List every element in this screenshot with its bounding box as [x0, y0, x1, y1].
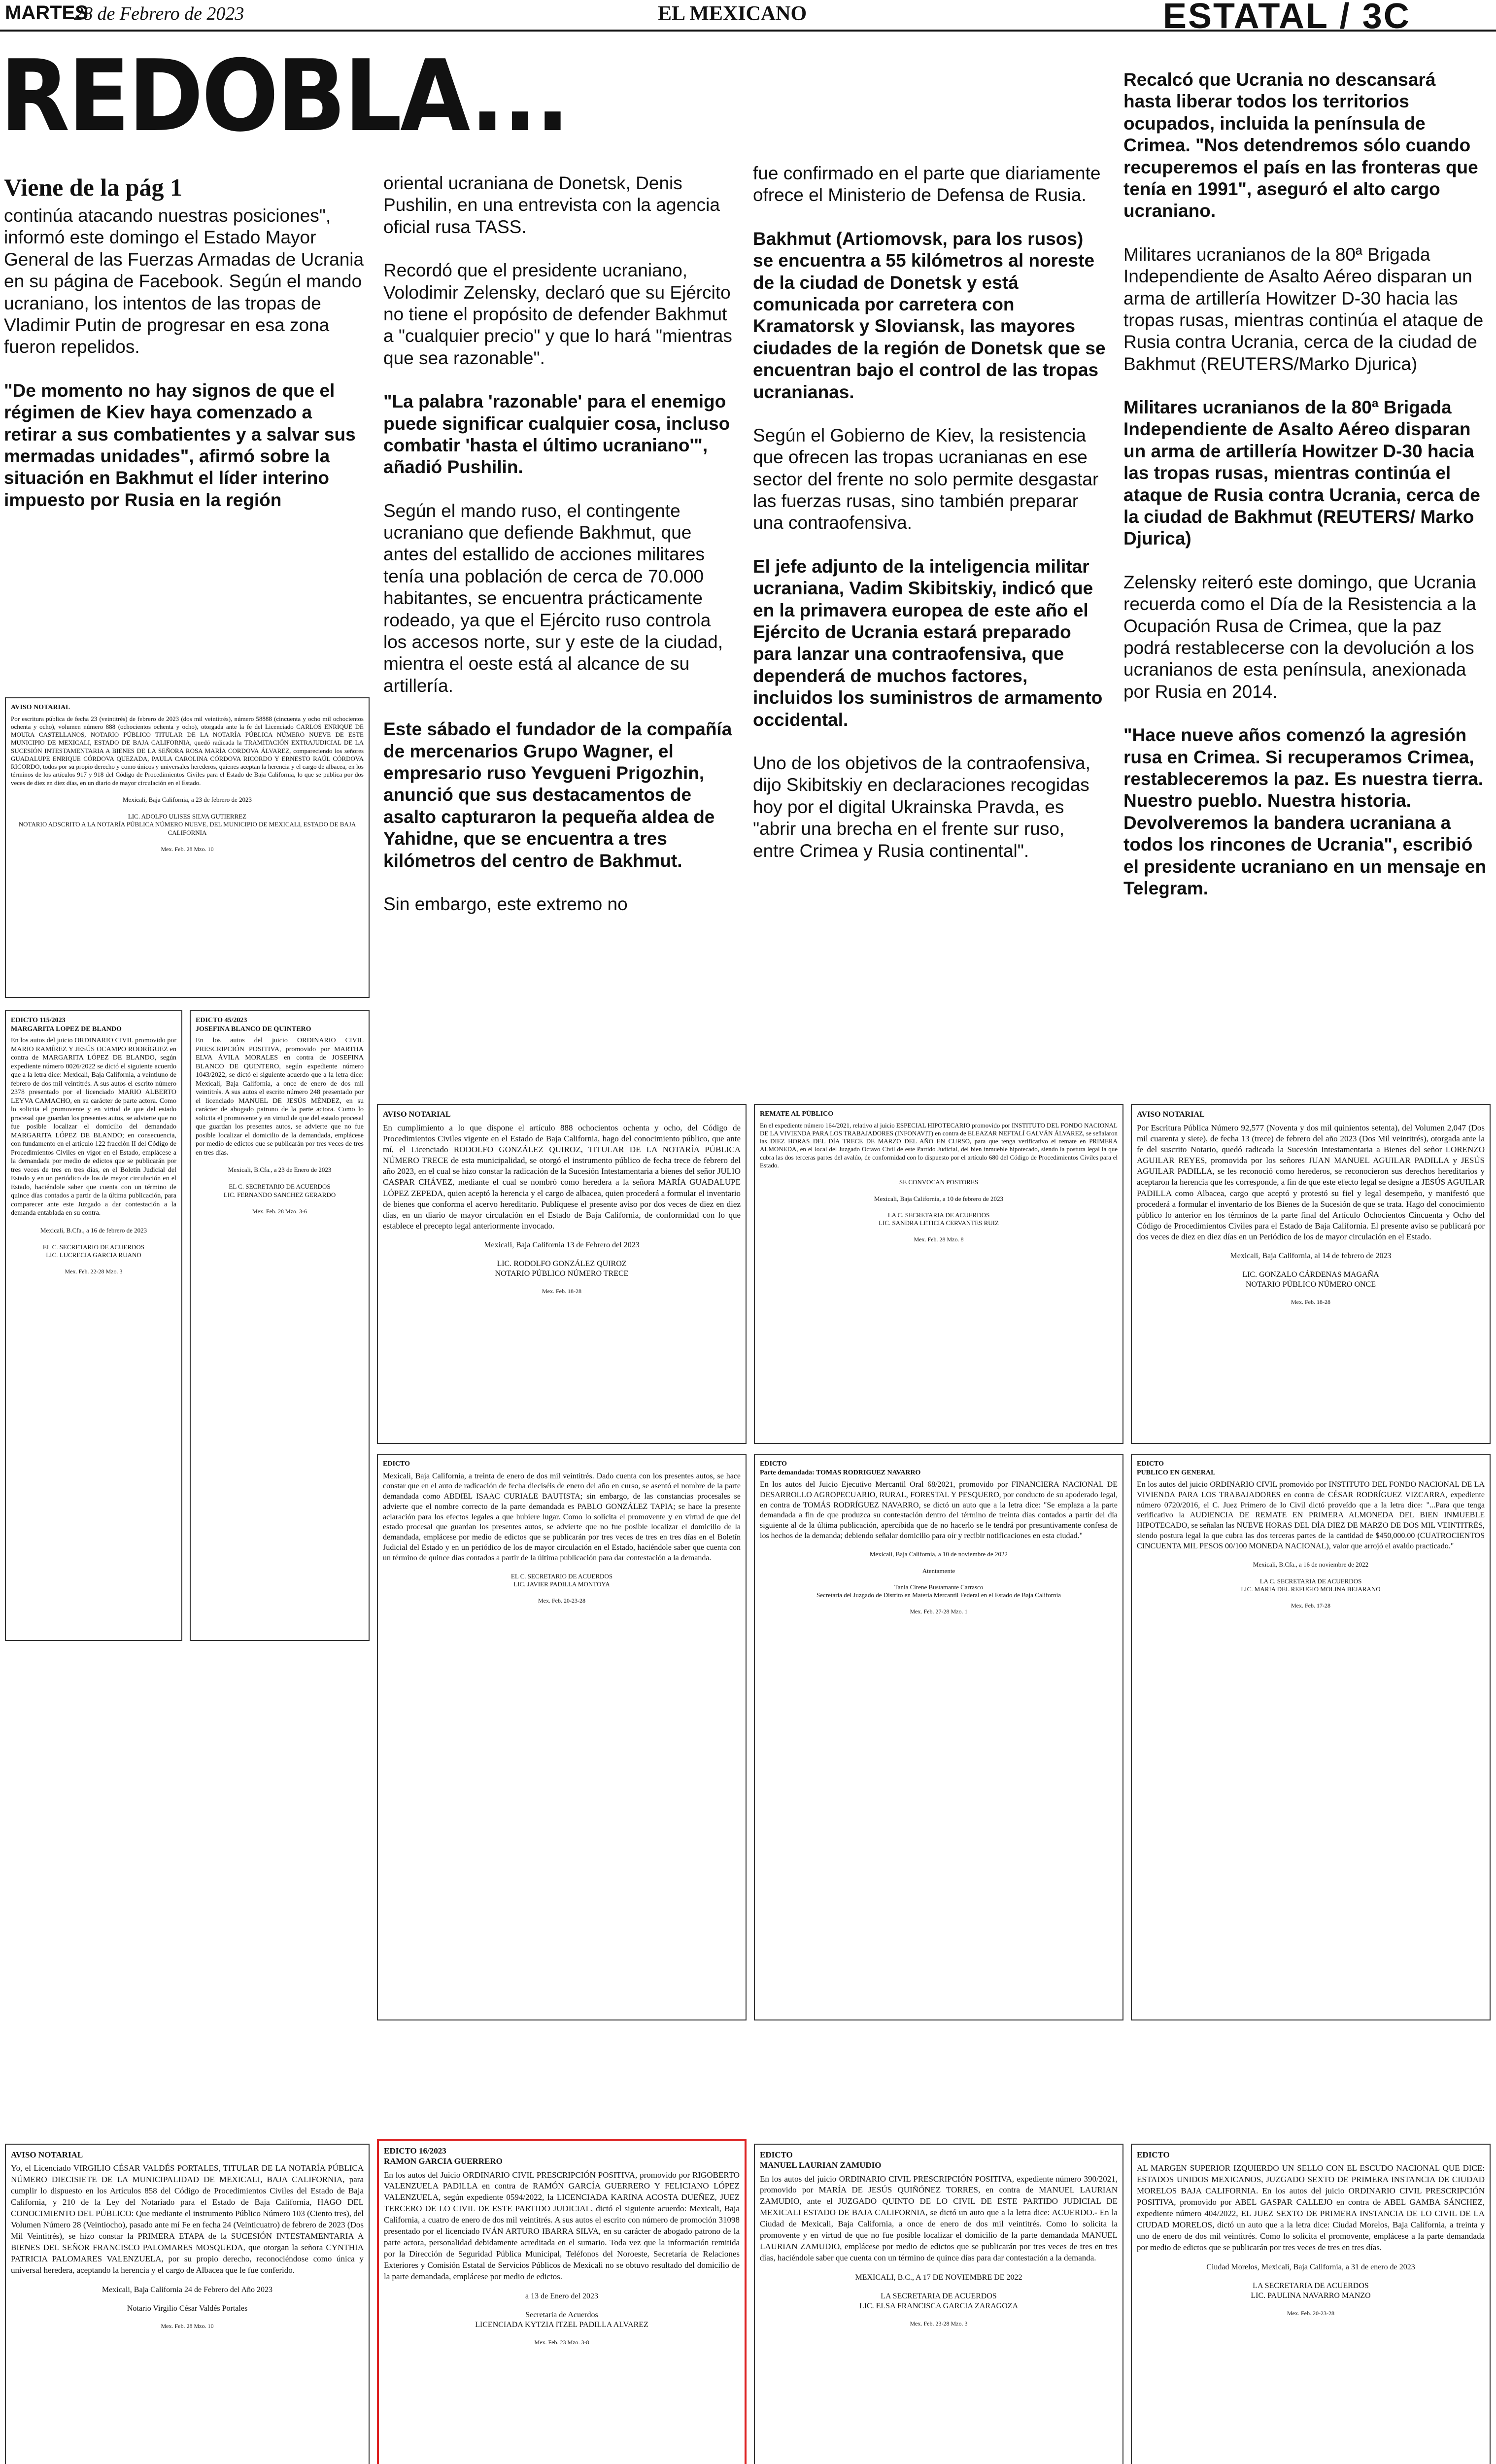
notice-ref: Mex. Feb. 23-28 Mzo. 3: [910, 2320, 968, 2327]
notice-body: Yo, el Licenciado VIRGILIO CÉSAR VALDÉS PORTALES, TITULAR DE LA NOTARÍA PÚBLICA NÚMERO DIECISIETE DE LA MUNICIPALIDAD DE MEXICALI, BAJA CALIFORNIA, para cumplir lo dispuesto en los Artículos 858 del Código de Procedimientos Civiles del Estado de Baja California, y 210 de la Ley del Notariado para el Estado de Baja California, HAGO DEL CONOCIMIENTO DEL PÚBLICO: Que mediante el instrumento Público Número 103 (Ciento tres), del Volumen Número 28 (Veintiocho), pasado ante mí Fe en fecha 24 (Veinticuatro) de febrero de 2023 (Dos Mil Veintitrés), se hizo constar la PRIMERA ETAPA de la SUCESIÓN INTESTAMENTARIA A BIENES DEL SEÑOR FRANCISCO PALOMARES MOSQUEDA, que otorgan la señora CYNTHIA PATRICIA PALOMARES VALENZUELA, por su propio derecho, reconociéndose como única y universal heredera, aceptando la herencia y el cargo de Albacea que le fue conferido.: [11, 2163, 364, 2275]
notice-ref: Mex. Feb. 28 Mzo. 8: [914, 1236, 964, 1243]
notice-body: En los autos del juicio ORDINARIO CIVIL promovido por INSTITUTO DEL FONDO NACIONAL DE LA VIVIENDA PARA LOS TRABAJADORES en contra de CÉSAR RODRÍGUEZ VIZCARRA, expediente número 0720/2016, el C. Juez Primero de lo Civil dictó proveído que a la letra dice: "...Para que tenga verificativo la AUDIENCIA DE REMATE EN PRIMERA ALMONEDA DEL BIEN INMUEBLE HIPOTECADO, se señalan las NUEVE HORAS DEL DÍA DIEZ DE MARZO DE DOS MIL VEINTITRÉS, siendo postura legal la que cubra las dos terceras partes de la cantidad de $450,000.00 (CUATROCIENTOS CINCUENTA MIL PESOS 00/100 MONEDA NACIONAL), valor que arrojó el avalúo practicado.": [1137, 1480, 1485, 1550]
paragraph: fue confirmado en el parte que diariamente ofrece el Ministerio de Defensa de Rusia.: [753, 163, 1101, 205]
photo-caption: Militares ucranianos de la 80ª Brigada Independiente de Asalto Aéreo disparan un arma de artillería Howitzer D-30 hacia las tropas rusas, mientras continúa el ataque de Rusia contra Ucrania, cerca de la ciudad de Bakhmut (REUTERS/ Marko Djurica): [1123, 397, 1480, 549]
legal-notice: [1131, 1454, 1491, 2020]
notice-signer: LIC. GONZALO CÁRDENAS MAGAÑA NOTARIO PÚBLICO NÚMERO ONCE: [1242, 1270, 1379, 1289]
notice-signer: LIC. RODOLFO GONZÁLEZ QUIROZ NOTARIO PÚBLICO NÚMERO TRECE: [495, 1259, 629, 1278]
notice-body: Mexicali, Baja California, a treinta de enero de dos mil veintitrés. Dado cuenta con los presentes autos, se hace constar que en el auto de radicación de fecha dieciséis de enero del año en curso, se asentó el nombre de la parte demandada como ABDIEL ISAAC CURIALE BAUTISTA; sin embargo, de las constancias procesales se advierte que el nombre correcto de la parte demandada es PABLO GONZÁLEZ TAPIA; se hace la presente aclaración para los efectos legales a que hubiere lugar. Como lo solicita el promovente y en virtud de que del estado procesal que guardan los presentes autos, se advierte que no fue posible localizar el domicilio de la demandada, emplácese por medio de edictos que se publicarán por tres veces de tres en tres días en el Boletín Judicial del Estado y en un periódico de los de mayor circulación en el Estado, haciéndole saber que cuenta con un término de quince días contados a partir de la última publicación para dar contestación a la demanda.: [383, 1472, 741, 1562]
notice-title: REMATE AL PÚBLICO: [760, 1110, 834, 1118]
legal-notice: [190, 1010, 370, 1641]
paragraph: oriental ucraniana de Donetsk, Denis Pushilin, en una entrevista con la agencia oficial rusa TASS.: [383, 173, 720, 237]
notice-title: EDICTO: [383, 1460, 410, 1468]
notice-title: AVISO NOTARIAL: [383, 1110, 451, 1119]
notice-body: En los autos del juicio ORDINARIO CIVIL PRESCRIPCIÓN POSITIVA, promovido por MARTHA ELVA ÁVILA MORALES en contra de JOSEFINA BLANCO DE QUINTERO, según expediente número 1043/2022, se dictó el siguiente acuerdo que a la letra dice: Mexicali, Baja California, a once de enero de dos mil veintitrés. A sus autos el escrito número 248 presentado por el licenciado MANUEL DE JESÚS MÉNDEZ, en su carácter de abogado patrono de la parte actora. Como lo solicita el promovente y en virtud de que del estado procesal que guardan los presentes autos, se advierte que no fue posible localizar el domicilio de la demandada, emplácese por medio de edictos que se publicarán por tres veces de tres en tres días.: [196, 1037, 364, 1157]
notice-ref: Mex. Feb. 22-28 Mzo. 3: [65, 1268, 123, 1275]
notice-body: En los autos del Juicio Ejecutivo Mercantil Oral 68/2021, promovido por FINANCIERA NACIONAL DE DESARROLLO AGROPECUARIO, RURAL, FORESTAL Y PESQUERO, por conducto de su apoderado legal, en contra de TOMÁS RODRÍGUEZ NAVARRO, se dictó un auto que a la letra dice: "Se emplaza a la parte demandada a fin de que produzca su contestación dentro del término de treinta días contados a partir del día siguiente al de la última publicación, apercibida que de no hacerlo se le tendrá por presuntivamente confesa de los hechos de la demanda; debiendo señalar domicilio para oír y recibir notificaciones en esta ciudad.": [760, 1480, 1118, 1540]
notice-title: AVISO NOTARIAL: [11, 2150, 83, 2159]
notice-signer: EL C. SECRETARIO DE ACUERDOS LIC. LUCRECIA GARCIA RUANO: [42, 1243, 145, 1259]
section-title: ESTATAL / 3C: [1163, 0, 1411, 36]
paragraph: "La palabra 'razonable' para el enemigo puede significar cualquier cosa, incluso combatir 'hasta el último ucraniano'", añadió Pushilin.: [383, 391, 730, 478]
notice-body: AL MARGEN SUPERIOR IZQUIERDO UN SELLO CON EL ESCUDO NACIONAL QUE DICE: ESTADOS UNIDOS MEXICANOS, JUZGADO SEXTO DE PRIMERA INSTANCIA DE CIUDAD MORELOS BAJA CALIFORNIA. En los autos del juicio ORDINARIO CIVIL PRESCRIPCIÓN POSITIVA, promovido por ABEL GASPAR CALLEJO en contra de ABEL GAMBA SÁNCHEZ, expediente número 404/2022, EL JUEZ SEXTO DE PRIMERA INSTANCIA DE LO CIVIL DE LA CIUDAD MORELOS, dictó un auto que a la letra dice: Ciudad Morelos, Baja California, a treinta y uno de enero de dos mil veintitrés. Como lo solicita el promovente, emplácese a la parte demandada por medio de edictos que se publicarán por tres veces de tres en tres días.: [1137, 2163, 1485, 2252]
notice-place: Mexicali, Baja California 24 de Febrero del Año 2023: [102, 2285, 273, 2294]
legal-notice: [1131, 2144, 1491, 2464]
notice-place: Mexicali, B.Cfa., a 16 de noviembre de 2022: [1253, 1560, 1369, 1568]
notice-title: EDICTO 16/2023 RAMON GARCIA GUERRERO: [384, 2146, 503, 2166]
article-kicker: Viene de la pág 1: [4, 173, 183, 201]
paragraph: Este sábado el fundador de la compañía de mercenarios Grupo Wagner, el empresario ruso Yevgueni Prigozhin, anunció que sus destacamentos de asalto capturaron la pequeña aldea de Yahidne, que se encuentra a tres kilómetros del centro de Bakhmut.: [383, 719, 732, 871]
header-day: MARTES: [5, 2, 88, 24]
article-col-3: [753, 20, 1108, 884]
notice-title: AVISO NOTARIAL: [1137, 1110, 1205, 1119]
paragraph: Según el Gobierno de Kiev, la resistencia que ofrecen las tropas ucranianas en ese sector del frente no solo permite desgastar las fuerzas rusas, sino también preparar una contraofensiva.: [753, 425, 1099, 533]
paragraph: Sin embargo, este extremo no: [383, 893, 628, 914]
legal-notice: [754, 2144, 1123, 2464]
notice-title: EDICTO 115/2023 MARGARITA LOPEZ DE BLANDO: [11, 1017, 122, 1033]
paragraph: Bakhmut (Artiomovsk, para los rusos) se encuentra a 55 kilómetros al noreste de la ciudad de Donetsk y está comunicada por carretera con Kramatorsk y Sloviansk, las mayores ciudades de la región de Donetsk que se encuentran bajo el control de las tropas ucranianas.: [753, 228, 1106, 402]
legal-notice: [754, 1104, 1123, 1444]
notice-place: a 13 de Enero del 2023: [525, 2292, 598, 2300]
notice-body: En los autos del juicio ORDINARIO CIVIL PRESCRIPCIÓN POSITIVA, expediente número 390/2021, promovido por MARÍA DE JESÚS QUIÑÓNEZ TORRES, en contra de MANUEL LAURIAN ZAMUDIO, ante el JUZGADO QUINTO DE LO CIVIL DE ESTE PARTIDO JUDICIAL DE MEXICALI ESTADO DE BAJA CALIFORNIA, se dictó un auto que a la letra dice: ACUERDO.- En la Ciudad de Mexicali, Baja California, a once de enero de dos mil veintitrés. Como lo solicita la promovente y en virtud de que no fue posible localizar el domicilio de la parte demandada MANUEL LAURIAN ZAMUDIO, emplácese por medio de edictos que se publicarán por tres veces de tres en tres días, haciéndole saber que cuenta con un término de quince días para dar contestación a la demanda.: [760, 2174, 1118, 2263]
notice-body: En los autos del Juicio ORDINARIO CIVIL PRESCRIPCIÓN POSITIVA, promovido por RIGOBERTO VALENZUELA PADILLA en contra de RAMÓN GARCÍA GUERRERO Y FELICIANO LÓPEZ VALENZUELA, según expediente 0594/2022, la LICENCIADA KARINA ACOSTA DUEÑEZ, JUEZ TERCERO DE LO CIVIL DE ESTE PARTIDO JUDICIAL, dictó el siguiente acuerdo: Mexicali, Baja California, a cuatro de enero de dos mil veintitrés. A sus autos el escrito con número de promoción 31098 presentado por el licenciado IVÁN ARTURO IBARRA SILVA, en su carácter de abogado patrono de la parte actora, personalidad debidamente acreditada en el sumario. Toda vez que la información remitida por la Dirección de Seguridad Pública Municipal, Teléfonos del Noroeste, Secretaría de Relaciones Exteriores y Comisión Estatal de Servicios Públicos de Mexicali no se obtuvo resultado del domicilio de la parte demandada, emplácese por medio de edictos.: [384, 2170, 740, 2281]
notice-title: EDICTO 45/2023 JOSEFINA BLANCO DE QUINTERO: [196, 1017, 311, 1033]
notice-signer: LIC. ADOLFO ULISES SILVA GUTIERREZ NOTARIO ADSCRITO A LA NOTARÍA PÚBLICA NÚMERO NUEVE, DEL MUNICIPIO DE MEXICALI, ESTADO DE BAJA CALIFORNIA: [18, 813, 356, 836]
notice-signer: LA SECRETARIA DE ACUERDOS LIC. PAULINA NAVARRO MANZO: [1251, 2281, 1371, 2300]
paragraph: Según el mando ruso, el contingente ucraniano que defiende Bakhmut, que antes del estallido de acciones militares tenía una población de cerca de 70.000 habitantes, se encuentra prácticamente rodeado, ya que el Ejército ruso controla los accesos norte, sur y este de la ciudad, mientra el oeste está al alcance de su artillería.: [383, 500, 723, 696]
legal-notice: [5, 1010, 182, 1641]
notice-body: Por Escritura Pública Número 92,577 (Noventa y dos mil quinientos setenta), del Volumen 2,047 (Dos mil cuarenta y siete), de fecha 13 (trece) de febrero del año 2023 (Dos Mil veintitrés), otorgada ante la fe del suscrito Notario, quedó radicada la Sucesión Intestamentaria a Bienes del señor LORENZO AGUILAR REYES, promovida por los señores JUAN MANUEL AGUILAR PADILLA y JESÚS AGUILAR PADILLA, se les reconoció como herederos, se reconocieron sus derechos hereditarios y aceptaron la herencia que les corresponde, a fin de que este efecto legal se designe a JESÚS AGUILAR PADILLA como Albacea, cargo que aceptó y protestó su fiel y legal desempeño, y manifestó que procederá a formular el inventario de los Bienes de la Sucesión de que se trata. Hago del conocimiento público lo anterior en los términos de la parte final del Artículo Ochocientos Cincuenta y Ocho del Código de Procedimientos Civiles para el Estado de Baja California. El presente aviso se publicará por dos veces de diez en diez días en un Periódico de los de mayor circulación en el Estado.: [1137, 1123, 1485, 1241]
legal-notice: [5, 697, 370, 998]
article-col-4: [1123, 69, 1488, 921]
legal-notice: [5, 2144, 370, 2464]
notice-signer: Notario Virgilio César Valdés Portales: [127, 2304, 248, 2313]
notice-body: En cumplimiento a lo que dispone el artículo 888 ochocientos ochenta y ocho, del Código de Procedimientos Civiles vigente en el Estado de Baja California, hago del conocimiento público, que ante mí, el Licenciado RODOLFO GONZÁLEZ QUIROZ, TITULAR DE LA NOTARÍA PÚBLICA NÚMERO TRECE de esta municipalidad, se otorgó el instrumento público de fecha trece de febrero del año 2023, en el cual se hizo constar la radicación de la Sucesión Intestamentaria a bienes del señor JULIO CASPAR CHÁVEZ, mediante el cual se nombró como heredera a la señora MARÍA GUADALUPE LÓPEZ ZEPEDA, quien aceptó la herencia y el cargo de albacea, quien procederá a formular el inventario de bienes que conforma el acervo hereditario. Publíquese el presente aviso por dos veces de diez en diez días, en un diario de mayor circulación en el Estado de Baja California, de conformidad con lo que establece el precepto legal anteriormente invocado.: [383, 1123, 741, 1231]
notice-ref: Mex. Feb. 27-28 Mzo. 1: [910, 1608, 968, 1615]
paragraph: Recalcó que Ucrania no descansará hasta liberar todos los territorios ocupados, incluida la península de Crimea. "Nos detendremos sólo cuando recuperemos el país en las fronteras que tenía en 1991", aseguró el alto cargo ucraniano.: [1123, 69, 1478, 221]
headline: REDOBLA...: [0, 39, 568, 154]
notice-ref: Mex. Feb. 18-28: [1291, 1299, 1330, 1306]
article-col-2: [383, 172, 738, 937]
paragraph: El jefe adjunto de la inteligencia militar ucraniana, Vadim Skibitskiy, indicó que en la primavera europea de este año el Ejército de Ucrania estará preparado para lanzar una contraofensiva, que dependerá de muchos factores, incluidos los suministros de armamento occidental.: [753, 556, 1103, 730]
paragraph: Recordó que el presidente ucraniano, Volodimir Zelensky, declaró que su Ejército no tiene el propósito de defender Bakhmut a "cualquier precio" y que lo hará "mientras que sea razonable".: [383, 260, 732, 368]
notice-ref: Mex. Feb. 28 Mzo. 10: [161, 2322, 214, 2329]
notice-place: Mexicali, B.Cfa., a 16 de febrero de 2023: [40, 1226, 147, 1234]
paragraph: Zelensky reiteró este domingo, que Ucrania recuerda como el Día de la Resistencia a la Ocupación Rusa de Crimea, que la paz podrá restablecerse con la devolución a los ucranianos de esta península, anexionada por Rusia en 2014.: [1123, 572, 1476, 702]
notice-ref: Mex. Feb. 17-28: [1291, 1602, 1330, 1609]
notice-ref: Mex. Feb. 20-23-28: [538, 1597, 585, 1605]
notice-body: En el expediente número 164/2021, relativo al juicio ESPECIAL HIPOTECARIO promovido por INSTITUTO DEL FONDO NACIONAL DE LA VIVIENDA PARA LOS TRABAJADORES (INFONAVIT) en contra de ELEAZAR NEFTALÍ GALVÁN ÁLVAREZ, se señalaron las DIEZ HORAS DEL DÍA TRECE DE MARZO DEL AÑO EN CURSO, para que tenga verificativo el remate en PRIMERA ALMONEDA, en el local del Juzgado Octavo Civil de este Partido Judicial, del bien inmueble hipotecado, siendo la postura legal la que cubra las dos terceras partes del avalúo, de conformidad con lo dispuesto por el artículo 680 del Código de Procedimientos Civiles para el Estado.: [760, 1121, 1118, 1169]
notice-signer: EL C. SECRETARIO DE ACUERDOS LIC. JAVIER PADILLA MONTOYA: [510, 1572, 613, 1588]
article-col-1: [4, 172, 369, 533]
notice-title: EDICTO Parte demandada: TOMAS RODRIGUEZ NAVARRO: [760, 1460, 921, 1476]
notice-signer: Secretaria de Acuerdos LICENCIADA KYTZIA ITZEL PADILLA ALVAREZ: [475, 2310, 648, 2329]
notice-title: EDICTO: [1137, 2150, 1170, 2159]
notice-place: SE CONVOCAN POSTORES: [899, 1178, 979, 1186]
page-header: [0, 0, 1496, 36]
notice-body: En los autos del juicio ORDINARIO CIVIL promovido por MARIO RAMÍREZ Y JESÚS OCAMPO RODRÍGUEZ en contra de MARGARITA LÓPEZ DE BLANDO, según expediente número 0026/2022 se dictó el siguiente acuerdo que a la letra dice: Mexicali, Baja California, a veintiuno de febrero de dos mil veintitrés. A sus autos el escrito número 2378 presentado por el licenciado MARIO ALBERTO LEYVA CAMACHO, en su carácter de parte actora. Como lo solicita el promovente y en virtud de que del estado procesal que guardan los presentes autos, se advierte que no fue posible localizar el domicilio del demandado MARGARITA LÓPEZ DE BLANDO; en consecuencia, con fundamento en el artículo 122 fracción II del Código de Procedimientos Civiles en vigor en el Estado, emplácese a la demandada por medio de edictos que se publicarán por tres veces de tres en tres días, en el Boletín Judicial del Estado y en un periódico de los de mayor circulación en el Estado, haciéndole saber que cuenta con un término de quince días contados a partir de la última publicación, para comparecer ante este Juzgado a dar contestación a la demanda entablada en su contra.: [11, 1037, 176, 1217]
notice-signer: LA C. SECRETARIA DE ACUERDOS LIC. MARIA DEL REFUGIO MOLINA BEJARANO: [1241, 1577, 1381, 1593]
notice-signer: EL C. SECRETARIO DE ACUERDOS LIC. FERNANDO SANCHEZ GERARDO: [223, 1183, 336, 1198]
notice-place: Mexicali, B.Cfa., a 23 de Enero de 2023: [228, 1166, 332, 1173]
paragraph: continúa atacando nuestras posiciones", informó este domingo el Estado Mayor General de las Fuerzas Armadas de Ucrania en su página de Facebook. Según el mando ucraniano, los intentos de las tropas de Vladimir Putin de progresar en esa zona fueron repelidos.: [4, 205, 364, 357]
paragraph: Uno de los objetivos de la contraofensiva, dijo Skibitskiy en declaraciones recogidas hoy por el digital Ukrainska Pravda, es "abrir una brecha en el frente sur ruso, entre Crimea y Rusia continental".: [753, 753, 1090, 861]
legal-notice: [377, 1454, 747, 2020]
notice-ref: Mex. Feb. 20-23-28: [1287, 2309, 1334, 2317]
paragraph: "De momento no hay signos de que el régimen de Kiev haya comenzado a retirar a sus combatientes y a salvar sus mermadas unidades", afirmó sobre la situación en Bakhmut el líder interino impuesto por Rusia en la región: [4, 380, 356, 510]
notice-place: Mexicali, Baja California, a 23 de febrero de 2023: [122, 795, 252, 803]
notice-place: MEXICALI, B.C., A 17 DE NOVIEMBRE DE 2022: [855, 2273, 1022, 2282]
legal-notice-highlighted: [377, 2139, 747, 2464]
newspaper-name: EL MEXICANO: [658, 2, 807, 25]
notice-place: Mexicali, Baja California, al 14 de febrero de 2023: [1230, 1252, 1392, 1261]
legal-notice: [377, 1104, 747, 1444]
notice-signer: LA SECRETARIA DE ACUERDOS LIC. ELSA FRANCISCA GARCIA ZARAGOZA: [859, 2292, 1019, 2310]
notice-title: AVISO NOTARIAL: [11, 704, 70, 711]
notice-signer: Atentamente Tania Cirene Bustamante Carrasco Secretaria del Juzgado de Distrito en Materia Mercantil Federal en el Estado de Baja California: [816, 1567, 1061, 1599]
notice-title: EDICTO PUBLICO EN GENERAL: [1137, 1460, 1216, 1476]
legal-notice: [1131, 1104, 1491, 1444]
header-date: 28 de Febrero de 2023: [74, 3, 244, 24]
notice-place: Mexicali, Baja California, a 10 de noviembre de 2022: [869, 1550, 1008, 1558]
notice-body: Por escritura pública de fecha 23 (veintitrés) de febrero de 2023 (dos mil veintitrés), número 58888 (cincuenta y ocho mil ochocientos ochenta y ocho), volumen número 888 (ochocientos ochenta y ocho), otorgada ante la fe del Licenciado CARLOS ENRIQUE DE MOURA CASTELLANOS, NOTARIO PÚBLICO TITULAR DE LA NOTARÍA PÚBLICA NÚMERO NUEVE DE ESTE MUNICIPIO DE MEXICALI, ESTADO DE BAJA CALIFORNIA, quedó radicada la TRAMITACIÓN EXTRAJUDICIAL DE LA SUCESIÓN INTESTAMENTARIA A BIENES DE LA SEÑORA ROSA MARÍA CORDOVA ÁLVAREZ, compareciendo los señores GUADALUPE ENRIQUE CÓRDOVA QUEZADA, PAULA CAROLINA CÓRDOVA RICORDO Y ERNESTO RAÚL CÓRDOVA RICORDO, todos por su propio derecho y como únicos y universales herederos, quienes aceptan la herencia y el cargo de albacea, en los términos de los artículos 917 y 918 del Código de Procedimientos Civiles para el Estado de Baja California, lo que se publica por dos veces de diez en diez días, en un diario de mayor circulación en el Estado.: [11, 715, 364, 787]
notice-place: Ciudad Morelos, Mexicali, Baja California, a 31 de enero de 2023: [1206, 2262, 1415, 2271]
notice-ref: Mex. Feb. 18-28: [542, 1287, 581, 1295]
photo-caption: Militares ucranianos de la 80ª Brigada Independiente de Asalto Aéreo disparan un arma de artillería Howitzer D-30 hacia las tropas rusas, mientras continúa el ataque de Rusia contra Ucrania, cerca de la ciudad de Bakhmut (REUTERS/Marko Djurica): [1123, 244, 1484, 374]
legal-notice: [754, 1454, 1123, 2020]
notice-ref: Mex. Feb. 28 Mzo. 10: [161, 845, 214, 853]
notice-place: Mexicali, Baja California 13 de Febrero del 2023: [484, 1240, 640, 1249]
notice-signer: Mexicali, Baja California, a 10 de febrero de 2023 LA C. SECRETARIA DE ACUERDOS LIC. SANDRA LETICIA CERVANTES RUIZ: [874, 1195, 1004, 1227]
paragraph: "Hace nueve años comenzó la agresión rusa en Crimea. Si recuperamos Crimea, restableceremos la paz. Es nuestra tierra. Nuestro pueblo. Nuestra historia. Devolveremos la bandera ucraniana a todos los rincones de Ucrania", escribió el presidente ucraniano en un mensaje en Telegram.: [1123, 725, 1487, 898]
notice-ref: Mex. Feb. 28 Mzo. 3-6: [252, 1207, 307, 1215]
notice-title: EDICTO MANUEL LAURIAN ZAMUDIO: [760, 2150, 882, 2170]
notice-ref: Mex. Feb. 23 Mzo. 3-8: [534, 2338, 589, 2346]
